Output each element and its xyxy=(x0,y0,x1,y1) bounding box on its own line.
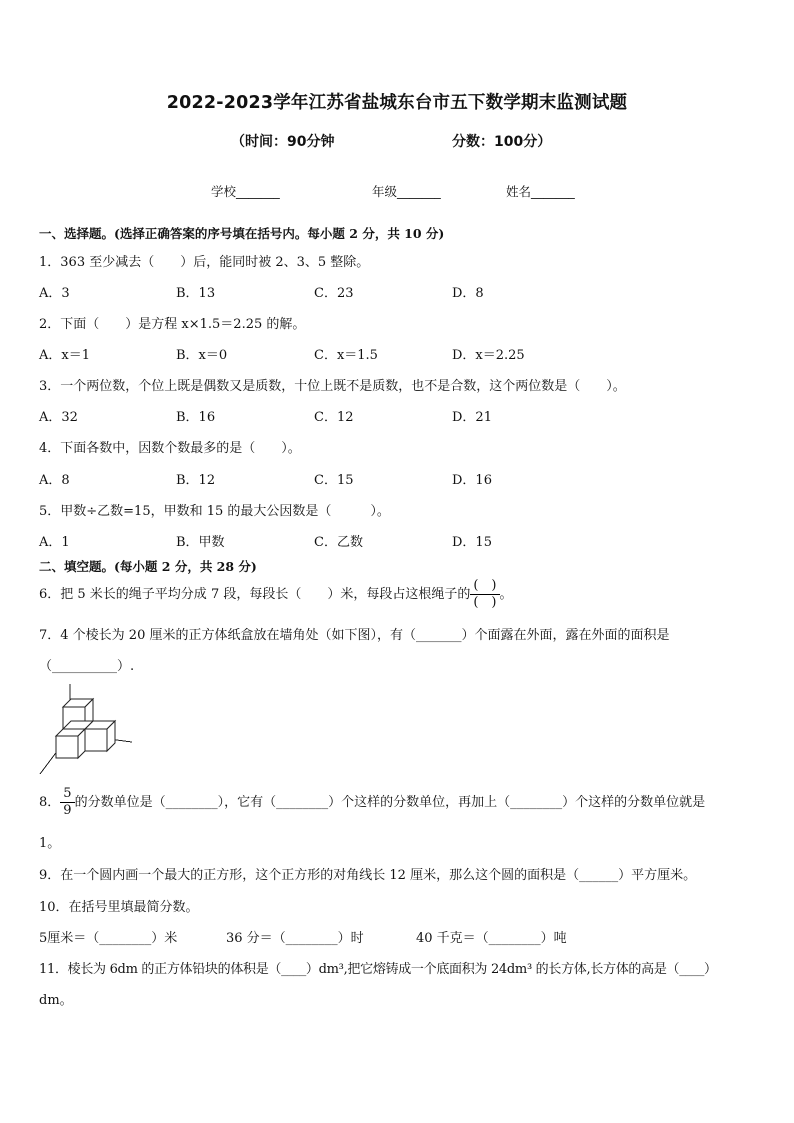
q1-option-b: B．13 xyxy=(176,286,216,301)
name-field: 姓名_______ xyxy=(506,184,575,199)
q5-option-d: D．15 xyxy=(452,535,492,550)
q1-option-d: D．8 xyxy=(452,286,484,301)
q10-item-1: 5厘米＝（________）米 xyxy=(39,931,178,946)
q2-option-d: D．x＝2.25 xyxy=(452,348,525,363)
question-10: 10．在括号里填最简分数。 xyxy=(39,900,199,915)
q3-option-d: D．21 xyxy=(452,410,492,425)
question-6 xyxy=(39,578,513,611)
q6-fraction-numerator: ( ) xyxy=(470,578,499,595)
q8-text: 的分数单位是（________），它有（________）个这样的分数单位，再加上（________）个这样的分数单位就是 xyxy=(74,795,706,810)
q3-option-c: C．12 xyxy=(314,410,354,425)
q6-end: 。 xyxy=(499,587,513,602)
question-9: 9．在一个圆内画一个最大的正方形，这个正方形的对角线长 12 厘米，那么这个圆的面积是（______）平方厘米。 xyxy=(39,868,697,883)
question-3: 3．一个两位数，个位上既是偶数又是质数，十位上既不是质数，也不是合数，这个两位数是（ ）。 xyxy=(39,379,626,394)
q5-option-c: C．乙数 xyxy=(314,535,363,550)
q1-option-c: C．23 xyxy=(314,286,354,301)
question-11-line1: 11．棱长为 6dm 的正方体铅块的体积是（____）dm³,把它熔铸成一个底面积为 24dm³ 的长方体,长方体的高是（____） xyxy=(39,962,717,977)
question-8 xyxy=(39,786,705,819)
question-7-line2: （__________）. xyxy=(39,659,135,674)
q4-option-b: B．12 xyxy=(176,473,216,488)
q1-option-a: A．3 xyxy=(39,286,70,301)
q3-option-a: A．32 xyxy=(39,410,78,425)
question-8-line2: 1。 xyxy=(39,836,61,851)
time-label: （时间：90分钟 xyxy=(231,134,335,150)
question-2: 2．下面（ ）是方程 x×1.5＝2.25 的解。 xyxy=(39,317,306,332)
question-5: 5．甲数÷乙数=15，甲数和 15 的最大公因数是（ ）。 xyxy=(39,504,390,519)
q2-option-c: C．x＝1.5 xyxy=(314,348,378,363)
grade-field: 年级_______ xyxy=(372,184,441,199)
q6-fraction xyxy=(470,578,499,611)
q2-option-b: B．x＝0 xyxy=(176,348,228,363)
q10-item-3: 40 千克＝（________）吨 xyxy=(416,931,567,946)
q10-item-2: 36 分＝（________）时 xyxy=(226,931,364,946)
q5-option-b: B．甲数 xyxy=(176,535,225,550)
cube-figure xyxy=(36,684,136,776)
q5-option-a: A．1 xyxy=(39,535,70,550)
q8-fraction xyxy=(60,786,74,819)
q2-option-a: A．x＝1 xyxy=(39,348,90,363)
question-11-line2: dm。 xyxy=(39,993,73,1008)
question-4: 4．下面各数中，因数个数最多的是（ ）。 xyxy=(39,441,301,456)
q3-option-b: B．16 xyxy=(176,410,216,425)
right-cube-front-face xyxy=(85,729,107,751)
q8-fraction-numerator: 5 xyxy=(60,786,74,803)
q8-prefix: 8． xyxy=(39,795,61,810)
q4-option-c: C．15 xyxy=(314,473,354,488)
section2-heading: 二、填空题。(每小题 2 分，共 28 分) xyxy=(39,559,257,574)
page-title: 2022-2023学年江苏省盐城东台市五下数学期末监测试题 xyxy=(166,93,628,113)
q4-option-d: D．16 xyxy=(452,473,492,488)
question-7-line1: 7．4 个棱长为 20 厘米的正方体纸盒放在墙角处（如下图），有（_______）个面露在外面，露在外面的面积是 xyxy=(39,628,670,643)
q8-fraction-denominator: 9 xyxy=(63,803,72,818)
section1-heading: 一、选择题。(选择正确答案的序号填在括号内。每小题 2 分，共 10 分) xyxy=(39,226,445,241)
school-field: 学校_______ xyxy=(211,184,280,199)
q6-fraction-denominator: ( ) xyxy=(473,595,497,610)
q4-option-a: A．8 xyxy=(39,473,70,488)
q6-text: 6．把 5 米长的绳子平均分成 7 段，每段长（ ）米，每段占这根绳子的 xyxy=(39,587,471,602)
question-1: 1．363 至少减去（ ）后，能同时被 2、3、5 整除。 xyxy=(39,255,370,270)
left-cube-front-face xyxy=(56,736,78,758)
score-label: 分数：100分） xyxy=(452,134,552,150)
